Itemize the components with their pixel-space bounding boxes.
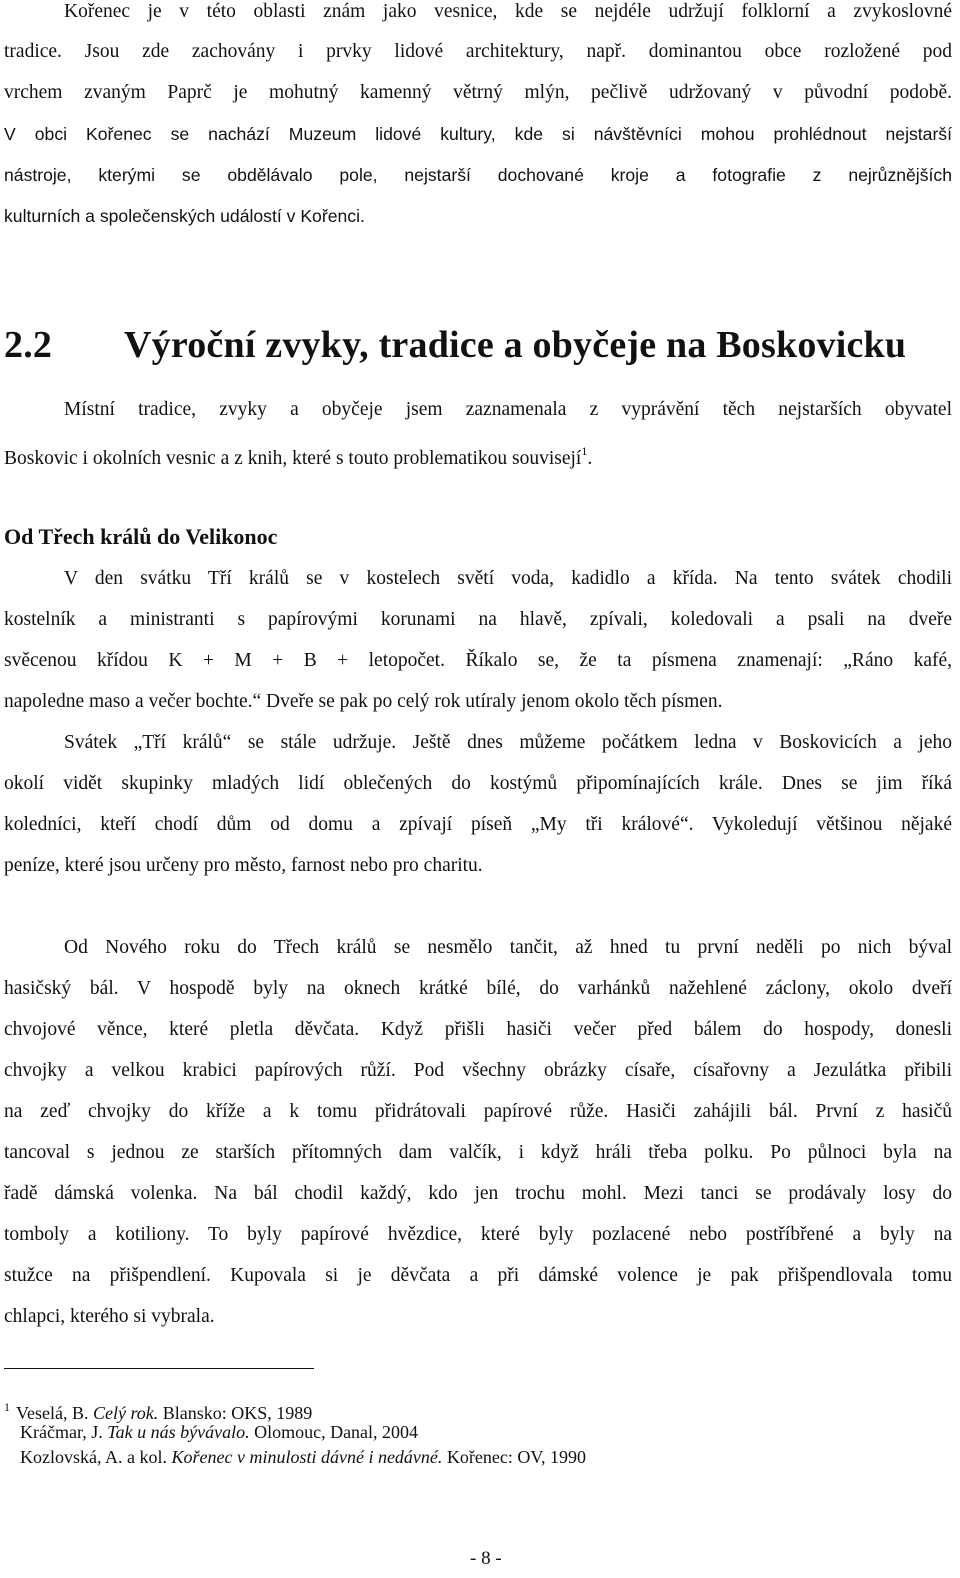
para3-line-6: tancoval s jednou ze starších přítomných dam valčík, i když hráli třeba polku. Po půlnoci byla na xyxy=(4,1142,952,1163)
intro-line-2: tradice. Jsou zde zachovány i prvky lidové architektury, např. dominantou obce rozložené pod xyxy=(4,41,952,62)
footnote-author: Veselá, B. xyxy=(16,1403,93,1423)
footnote-separator xyxy=(4,1368,314,1369)
footnote-3 xyxy=(20,1446,586,1468)
para3-line-9: stužce na přišpendlení. Kupovala si je děvčata a při dámské volence je pak přišpendlovala tomu xyxy=(4,1265,952,1286)
section-intro-end: . xyxy=(587,448,593,469)
para1-line-3: svěcenou křídou K + M + B + letopočet. Říkalo se, že ta písmena znamenají: „Ráno kafé, xyxy=(4,650,952,671)
para3-line-7: řadě dámská volenka. Na bál chodil každý, kdo jen trochu mohl. Mezi tanci se prodávaly losy do xyxy=(4,1183,952,1204)
footnote-2 xyxy=(20,1421,418,1443)
para1-line-4: napoledne maso a večer bochte.“ Dveře se pak po celý rok utíraly jenom okolo těch písmen. xyxy=(4,691,723,712)
footnote-title: Kořenec v minulosti dávné i nedávné. xyxy=(171,1447,443,1467)
para3-line-1: Od Nového roku do Třech králů se nesmělo tančit, až hned tu první neděli po nich býval xyxy=(64,937,952,958)
section-intro-line-2 xyxy=(4,439,952,471)
para3-line-10: chlapci, kterého si vybrala. xyxy=(4,1306,215,1327)
section-title: Výroční zvyky, tradice a obyčeje na Boskovicku xyxy=(124,324,907,366)
para1-line-2: kostelník a ministranti s papírovými korunami na hlavě, zpívali, koledovali a psali na dveře xyxy=(4,609,952,630)
footnote-publisher: Olomouc, Danal, 2004 xyxy=(249,1422,419,1442)
para1-line-1: V den svátku Tří králů se v kostelech světí voda, kadidlo a křída. Na tento svátek chodili xyxy=(64,568,952,589)
section-number: 2.2 xyxy=(4,324,53,366)
footnote-number: 1 xyxy=(4,1400,10,1414)
footnote-publisher: Kořenec: OV, 1990 xyxy=(442,1447,587,1467)
para2-line-3: koledníci, kteří chodí dům od domu a zpívají píseň „My tři králové“. Vykoledují většinou nějaké xyxy=(4,814,952,835)
intro-line-5: nástroje, kterými se obdělávalo pole, nejstarší dochované kroje a fotografie z nejrůznějších xyxy=(4,165,952,185)
para2-line-4: peníze, které jsou určeny pro město, farnost nebo pro charitu. xyxy=(4,855,483,876)
para3-line-5: na zeď chvojky do kříže a k tomu přidrátovali papírové růže. Hasiči zahájili bál. První z hasičů xyxy=(4,1101,952,1122)
section-intro-text: Boskovic i okolních vesnic a z knih, které s touto problematikou souvisejí xyxy=(4,448,582,469)
intro-line-3: vrchem zvaným Paprč je mohutný kamenný větrný mlýn, pečlivě udržovaný v původní podobě. xyxy=(4,82,952,103)
para2-line-1: Svátek „Tří králů“ se stále udržuje. Ještě dnes můžeme počátkem ledna v Boskovicích a jeho xyxy=(64,732,952,753)
section-intro-line-1: Místní tradice, zvyky a obyčeje jsem zaznamenala z vyprávění těch nejstarších obyvatel xyxy=(64,399,952,420)
para3-line-3: chvojové věnce, které pletla děvčata. Když přišli hasiči večer před bálem do hospody, donesli xyxy=(4,1019,952,1040)
intro-line-4: V obci Kořenec se nachází Muzeum lidové kultury, kde si návštěvníci mohou prohlédnout nejstarší xyxy=(4,124,952,144)
footnote-author: Kozlovská, A. a kol. xyxy=(20,1447,172,1467)
footnote-title: Celý rok. xyxy=(92,1403,159,1423)
para3-line-2: hasičský bál. V hospodě byly na oknech krátké bílé, do varhánků nažehlené záclony, okolo dveří xyxy=(4,978,952,999)
subsection-heading: Od Třech králů do Velikonoc xyxy=(4,524,278,549)
page-number: - 8 - xyxy=(470,1548,502,1569)
para3-line-4: chvojky a velkou krabici papírových růží. Pod všechny obrázky císaře, císařovny a Jezulátka přibili xyxy=(4,1060,952,1081)
intro-line-6: kulturních a společenských událostí v Kořenci. xyxy=(4,206,365,226)
section-heading xyxy=(4,322,906,368)
para3-line-8: tomboly a kotiliony. To byly papírové hvězdice, které byly pozlacené nebo postříbřené a byly na xyxy=(4,1224,952,1245)
footnote-title: Tak u nás bývávalo. xyxy=(107,1422,250,1442)
footnote-publisher: Blansko: OKS, 1989 xyxy=(158,1403,313,1423)
para2-line-2: okolí vidět skupinky mladých lidí oblečených do kostýmů připomínajících krále. Dnes se jim říká xyxy=(4,773,952,794)
footnote-ref: 1 xyxy=(581,444,588,458)
footnote-author: Kráčmar, J. xyxy=(20,1422,108,1442)
intro-line-1: Kořenec je v této oblasti znám jako vesnice, kde se nejdéle udržují folklorní a zvykoslovné xyxy=(64,1,952,22)
footnote-1 xyxy=(4,1396,312,1424)
